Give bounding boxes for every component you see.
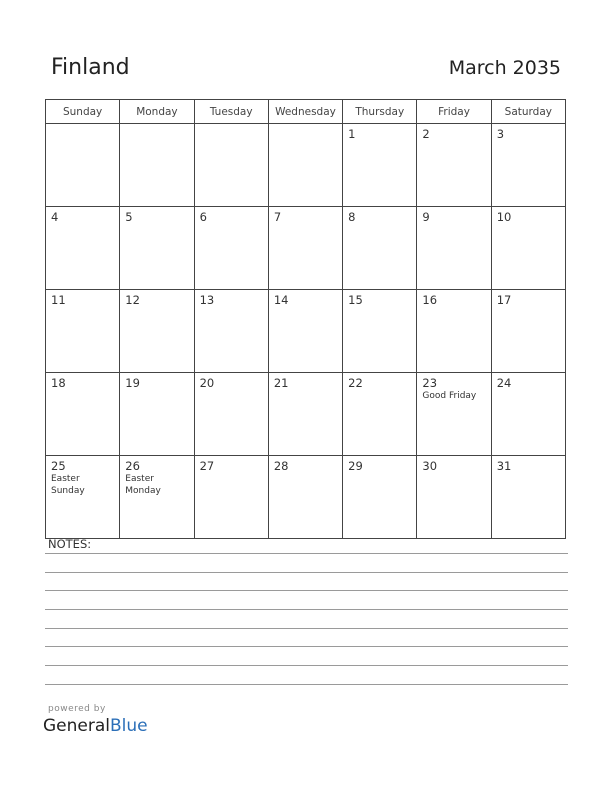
note-line <box>45 553 568 554</box>
day-cell <box>491 124 565 207</box>
brand-general: General <box>43 716 110 736</box>
day-number: 8 <box>348 210 356 224</box>
day-number: 10 <box>496 210 512 224</box>
day-cell <box>343 207 417 290</box>
day-cell <box>491 373 565 456</box>
month-title: March 2035 <box>448 57 561 79</box>
note-line <box>45 646 568 647</box>
day-cell <box>268 373 342 456</box>
day-cell <box>491 207 565 290</box>
day-number: 13 <box>199 293 215 307</box>
generalblue-logo[interactable] <box>43 716 148 736</box>
powered-by-label: powered by <box>48 704 106 714</box>
day-cell <box>491 290 565 373</box>
day-number: 11 <box>51 293 66 307</box>
day-cell <box>46 124 120 207</box>
day-cell <box>268 207 342 290</box>
day-cell <box>46 456 120 539</box>
weekday-tuesday: Tuesday <box>194 100 268 124</box>
day-cell <box>417 373 491 456</box>
day-cell <box>417 290 491 373</box>
day-number: 9 <box>422 210 430 224</box>
day-number: 20 <box>199 376 215 390</box>
day-number: 31 <box>496 459 512 473</box>
note-line <box>45 609 568 610</box>
note-line <box>45 572 568 573</box>
note-line <box>45 665 568 666</box>
day-cell <box>491 456 565 539</box>
day-number: 23 <box>422 376 438 390</box>
day-cell <box>268 290 342 373</box>
day-cell <box>46 290 120 373</box>
day-cell <box>120 290 194 373</box>
day-cell <box>343 124 417 207</box>
day-number: 2 <box>422 127 430 141</box>
week-row <box>46 373 566 456</box>
day-number: 26 <box>125 459 140 473</box>
day-number: 18 <box>51 376 66 390</box>
day-cell <box>194 373 268 456</box>
weekday-header-row <box>46 100 566 124</box>
day-cell <box>268 124 342 207</box>
day-cell <box>194 456 268 539</box>
day-cell <box>417 207 491 290</box>
weekday-wednesday: Wednesday <box>268 100 342 124</box>
weekday-saturday: Saturday <box>491 100 565 124</box>
weekday-sunday: Sunday <box>46 100 120 124</box>
day-cell <box>343 290 417 373</box>
day-cell <box>120 373 194 456</box>
day-number: 7 <box>273 210 282 224</box>
day-cell <box>417 456 491 539</box>
day-cell <box>343 373 417 456</box>
note-line <box>45 684 568 685</box>
day-cell <box>120 456 194 539</box>
day-number: 30 <box>422 459 438 473</box>
day-number: 19 <box>125 376 140 390</box>
day-cell <box>194 290 268 373</box>
day-number: 6 <box>199 210 207 224</box>
weekday-thursday: Thursday <box>343 100 417 124</box>
week-row <box>46 456 566 539</box>
day-number: 28 <box>273 459 289 473</box>
holiday-label: Easter Monday <box>125 474 161 496</box>
day-number: 15 <box>348 293 363 307</box>
day-number: 5 <box>125 210 133 224</box>
week-row <box>46 124 566 207</box>
week-row <box>46 290 566 373</box>
weekday-monday: Monday <box>120 100 194 124</box>
day-number: 3 <box>496 127 505 141</box>
day-number: 29 <box>348 459 363 473</box>
note-line <box>45 590 568 591</box>
day-number: 14 <box>273 293 289 307</box>
note-line <box>45 628 568 629</box>
brand-blue: Blue <box>110 716 148 736</box>
day-number: 4 <box>51 210 59 224</box>
holiday-label: Good Friday <box>422 391 477 401</box>
day-number: 12 <box>125 293 140 307</box>
week-row <box>46 207 566 290</box>
day-cell <box>343 456 417 539</box>
day-number: 25 <box>51 459 66 473</box>
day-cell <box>120 124 194 207</box>
day-number: 17 <box>496 293 512 307</box>
country-title: Finland <box>51 55 130 80</box>
holiday-label: Easter Sunday <box>51 474 85 496</box>
day-cell <box>194 124 268 207</box>
day-number: 16 <box>422 293 438 307</box>
day-number: 21 <box>273 376 289 390</box>
day-cell <box>46 207 120 290</box>
day-number: 1 <box>348 127 356 141</box>
day-cell <box>194 207 268 290</box>
day-cell <box>46 373 120 456</box>
weekday-friday: Friday <box>417 100 491 124</box>
calendar-grid <box>45 99 566 539</box>
day-number: 27 <box>199 459 215 473</box>
day-cell <box>268 456 342 539</box>
day-number: 24 <box>496 376 512 390</box>
day-cell <box>417 124 491 207</box>
day-cell <box>120 207 194 290</box>
notes-label: NOTES: <box>48 537 92 551</box>
day-number: 22 <box>348 376 363 390</box>
